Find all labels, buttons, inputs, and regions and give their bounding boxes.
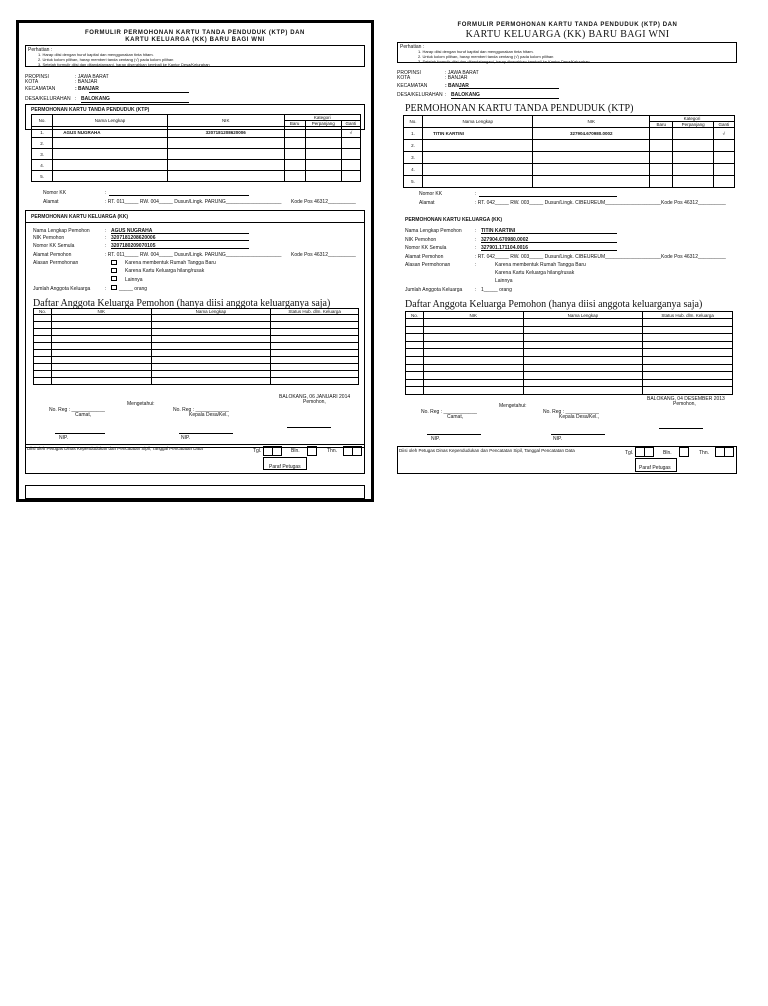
jumlah-value: 1_____ orang xyxy=(481,287,512,293)
nik-pemohon-line xyxy=(111,240,249,241)
noreg-kepala: No. Reg : ____________ xyxy=(173,407,229,413)
nama-pemohon-label: Nama Lengkap Pemohon xyxy=(33,228,90,234)
table-row xyxy=(34,357,359,364)
alamat-value: : RT. 011_____ RW. 004_____ Dusun/Lingk. PARUNG____________________ xyxy=(105,199,282,205)
table-row xyxy=(404,164,735,176)
alamat-pemohon-value: : RT. 042_____ RW. 003_____ Dusun/Lingk. CIBEUREUM____________________ xyxy=(475,254,661,260)
nama-pemohon-line xyxy=(481,233,617,234)
table-row xyxy=(34,329,359,336)
daftar-head-no: No. xyxy=(34,309,52,315)
kepala-sign-line xyxy=(179,433,233,434)
ktp-head-nik: NIK xyxy=(533,116,650,128)
kk-semula-label: Nomor KK Semula xyxy=(405,245,447,251)
nik-pemohon-label: NIK Pemohon xyxy=(405,237,437,243)
kepala-sign-line xyxy=(551,434,605,435)
nip-camat: NIP. xyxy=(59,435,69,441)
table-row xyxy=(406,356,733,364)
noreg-kepala: No. Reg : ____________ xyxy=(543,409,599,415)
table-row xyxy=(34,336,359,343)
ktp-table xyxy=(403,115,735,188)
tgl-label: Tgl. xyxy=(253,448,262,454)
table-row xyxy=(34,350,359,357)
nik-pemohon-value: 327904.670980.0002 xyxy=(481,237,529,243)
ktp-row-no: 2. xyxy=(32,138,53,149)
notice-item: 3. Setelah formulir diisi dan ditandatangani, harap diserahkan kembali ke Kantor Desa/Kelurahan xyxy=(38,62,210,67)
paraf-label: Paraf Petugas xyxy=(269,464,301,470)
nomor-kk-value: : xyxy=(105,190,107,196)
kk-section-title: PERMOHONAN KARTU KELUARGA (KK) xyxy=(31,214,129,220)
tgl-box[interactable] xyxy=(644,447,654,457)
kota-label: KOTA xyxy=(397,75,411,81)
alasan-checkbox[interactable] xyxy=(111,260,117,265)
ktp-head-baru: Baru xyxy=(650,122,673,128)
alasan-option: Lainnya xyxy=(125,277,143,283)
alamat-label: Alamat xyxy=(419,200,435,206)
tgl-label: Tgl. xyxy=(625,450,634,456)
kecamatan-label: KECAMATAN xyxy=(397,83,428,89)
table-row xyxy=(34,378,359,385)
table-row xyxy=(404,128,735,140)
notice-item: 1. Harap diisi dengan huruf kapital dan menggunakan tinta hitam. xyxy=(418,49,534,54)
nip-camat: NIP. xyxy=(431,436,441,442)
form-title-line2: KARTU KELUARGA (KK) BARU BAGI WNI xyxy=(125,37,265,43)
bln-label: Bln. xyxy=(291,448,300,454)
left-form: FORMULIR PERMOHONAN KARTU TANDA PENDUDUK (KTP) DAN KARTU KELUARGA (KK) BARU BAGI WNI Perhatian : 1. Harap diisi dengan huruf kapital dan menggunakan tinta hitam. 2. Untuk kolom pilihan, harap memberi tanda centang (√) pada kolom pilihan 3. Setelah formulir diisi dan ditandatangani, harap diserahkan kembali ke Kantor Desa/Kelurahan PROPINSI : JAWA BARAT KOTA : BANJAR KECAMATAN : BANJAR DESA/KELURAHAN : BALOKANG PERMOHONAN KARTU TANDA PENDUDUK (KTP) No. Nama Lengkap NIK Kategori Baru Perpanjang Ganti 1. AGUS NUGRAHA 3207181208620006 √ 2. 3. 4. 5. Nomor KK : Alamat : RT. 011_____ RW. 004_____ Dusun/Lingk. PARUNG____________________ Kode Pos 46312__________ PERMOHONAN KARTU KELUARGA (KK) Nama Lengkap Pemohon : AGUS NUGRAHA NIK Pemohon : 3207181208620006 Nomor KK Semula : 3207180209070105 Alamat Pemohon : RT. 011_____ RW. 004_____ Dusun/Lingk. PARUNG____________________ Kode Pos 46312__________ Alasan Permohonan Karena membentuk Rumah Tangga Baru Karena Kartu Keluarga hilang/rusak Lainnya Jumlah Anggota Keluarga : _____ orang Daftar Anggota Keluarga Pemohon (hanya diisi anggota keluarganya saja) No. NIK Nama Lengkap Status Hub. dlm. Keluarga BALOKANG, 06 JANUARI 2014 Pemohon, Mengetahui: No. Reg : ____________ Camat, No. Reg : ____________ Kepala Desa/Kel., NIP. NIP. Diisi oleh Petugas Dinas Kependudukan dan Pencatatan Sipil, Tanggal Pencatatan Data Tgl. Bln. Thn. Paraf Petugas xyxy=(16,20,374,502)
notice-label: Perhatian : xyxy=(28,47,53,53)
nomor-kk-label: Nomor KK xyxy=(419,191,443,197)
kode-pos: Kode Pos 46312__________ xyxy=(291,199,356,205)
daftar-head-nama: Nama Lengkap xyxy=(523,312,643,319)
daftar-head-nama: Nama Lengkap xyxy=(151,309,271,315)
table-row xyxy=(34,343,359,350)
ktp-head-perpanjang: Perpanjang xyxy=(305,121,341,127)
desa-underline xyxy=(81,102,189,103)
thn-box[interactable] xyxy=(724,447,734,457)
ktp-row-no: 4. xyxy=(32,160,53,171)
alasan-option: Lainnya xyxy=(495,278,513,284)
kk-section-title: PERMOHONAN KARTU KELUARGA (KK) xyxy=(405,217,503,223)
bln-box[interactable] xyxy=(679,447,689,457)
daftar-head-status: Status Hub. dlm. Keluarga xyxy=(271,309,359,315)
alasan-option: Karena Kartu Keluarga hilang/rusak xyxy=(495,270,575,276)
camat-sign-line xyxy=(55,433,105,434)
form-title-line1: FORMULIR PERMOHONAN KARTU TANDA PENDUDUK (KTP) DAN xyxy=(85,30,305,36)
nomor-kk-line xyxy=(479,196,617,197)
alasan-option: Karena Kartu Keluarga hilang/rusak xyxy=(125,268,205,274)
kk-divider xyxy=(25,222,365,223)
ktp-row-no: 2. xyxy=(404,140,423,152)
nomor-kk-line xyxy=(109,195,249,196)
pemohon-label: Pemohon, xyxy=(673,401,696,407)
form-title-line2: KARTU KELUARGA (KK) BARU BAGI WNI xyxy=(465,29,670,40)
propinsi-value: : JAWA BARAT xyxy=(445,70,479,76)
place-date: BALOKANG, 04 DESEMBER 2013 xyxy=(647,396,725,402)
propinsi-label: PROPINSI xyxy=(397,70,421,76)
table-row xyxy=(406,334,733,342)
table-row xyxy=(406,387,733,395)
alamat-pemohon-label: Alamat Pemohon xyxy=(33,252,72,258)
jumlah-checkbox[interactable] xyxy=(111,285,117,290)
ktp-section-title: PERMOHONAN KARTU TANDA PENDUDUK (KTP) xyxy=(405,103,634,114)
ktp-row-no: 3. xyxy=(404,152,423,164)
camat-sign-line xyxy=(427,434,481,435)
table-row xyxy=(406,341,733,349)
kecamatan-value: : BANJAR xyxy=(445,83,469,89)
noreg-camat: No. Reg : ____________ xyxy=(421,409,477,415)
table-row xyxy=(404,176,735,188)
kecamatan-underline xyxy=(89,92,189,93)
bln-label: Bln. xyxy=(663,450,672,456)
table-row xyxy=(406,364,733,372)
alasan-label: Alasan Permohonan xyxy=(33,260,79,266)
notice-label: Perhatian : xyxy=(400,44,425,50)
nip-kepala: NIP. xyxy=(181,435,191,441)
petugas-note: Diisi oleh Petugas Dinas Kependudukan dan Pencatatan Sipil, Tanggal Pencatatan Data xyxy=(27,446,203,451)
mengetahui-label: Mengetahui: xyxy=(499,403,527,409)
daftar-table xyxy=(405,311,733,395)
place-date: BALOKANG, 06 JANUARI 2014 xyxy=(279,394,351,400)
alasan-checkbox[interactable] xyxy=(111,268,117,273)
kode-pos-2: Kode Pos 46312__________ xyxy=(661,254,726,260)
kepala-desa-label: Kepala Desa/Kel., xyxy=(189,412,230,418)
noreg-camat: No. Reg : ____________ xyxy=(49,407,105,413)
notice-item: 3. Setelah formulir diisi dan ditandatangani, harap diserahkan kembali ke Kantor Desa/Kelurahan xyxy=(418,59,590,64)
right-form: FORMULIR PERMOHONAN KARTU TANDA PENDUDUK (KTP) DAN KARTU KELUARGA (KK) BARU BAGI WNI Perhatian : 1. Harap diisi dengan huruf kapital dan menggunakan tinta hitam. 2. Untuk kolom pilihan, harap memberi tanda centang (√) pada kolom pilihan 3. Setelah formulir diisi dan ditandatangani, harap diserahkan kembali ke Kantor Desa/Kelurahan PROPINSI : JAWA BARAT KOTA : BANJAR KECAMATAN : BANJAR DESA/KELURAHAN : BALOKANG PERMOHONAN KARTU TANDA PENDUDUK (KTP) No. Nama Lengkap NIK Kategori Baru Perpanjang Ganti 1. TITIN KARTINI 327904.670980.0002 √ 2. 3. 4. 5. Nomor KK : Alamat : RT. 042_____ RW. 003_____ Dusun/Lingk. CIBEUREUM____________________ Kode Pos 46312__________ PERMOHONAN KARTU KELUARGA (KK) Nama Lengkap Pemohon : TITIN KARTINI NIK Pemohon : 327904.670980.0002 Nomor KK Semula : 327901.171104.0016 Alamat Pemohon : RT. 042_____ RW. 003_____ Dusun/Lingk. CIBEUREUM____________________ Kode Pos 46312__________ Alasan Permohonan : Karena membentuk Rumah Tangga Baru Karena Kartu Keluarga hilang/rusak Lainnya Jumlah Anggota Keluarga : 1_____ orang Daftar Anggota Keluarga Pemohon (hanya diisi anggota keluarganya saja) No. NIK Nama Lengkap Status Hub. dlm. Keluarga BALOKANG, 04 DESEMBER 2013 Pemohon, Mengetahui: No. Reg : ____________ Camat, No. Reg : ____________ Kepala Desa/Kel., NIP. NIP. Diisi oleh Petugas Dinas Kependudukan dan Pencatatan Sipil, Tanggal Pencatatan Data Tgl. Bln. Thn. Paraf Petugas xyxy=(395,20,740,480)
alasan-option: Karena membentuk Rumah Tangga Baru xyxy=(495,262,586,268)
kepala-desa-label: Kepala Desa/Kel., xyxy=(559,414,600,420)
daftar-table xyxy=(33,308,359,385)
ktp-head-nik: NIK xyxy=(167,115,284,127)
camat-label: Camat, xyxy=(447,414,464,420)
ktp-head-no: No. xyxy=(32,115,53,127)
table-row xyxy=(406,319,733,327)
alamat-pemohon-label: Alamat Pemohon xyxy=(405,254,444,260)
daftar-head-status: Status Hub. dlm. Keluarga xyxy=(643,312,733,319)
kode-pos-2: Kode Pos 46312__________ xyxy=(291,252,356,258)
table-row xyxy=(406,379,733,387)
kecamatan-label: KECAMATAN xyxy=(25,86,56,92)
petugas-note: Diisi oleh Petugas Dinas Kependudukan dan Pencatatan Sipil, Tanggal Pencatatan Data xyxy=(399,448,575,453)
form-title-line1: FORMULIR PERMOHONAN KARTU TANDA PENDUDUK (KTP) DAN xyxy=(457,22,678,28)
daftar-head-nik: NIK xyxy=(51,309,151,315)
ktp-row-no: 4. xyxy=(404,164,423,176)
ktp-head-nama: Nama Lengkap xyxy=(53,115,168,127)
notice-item: 1. Harap diisi dengan huruf kapital dan menggunakan tinta hitam. xyxy=(38,52,154,57)
table-row xyxy=(32,160,361,171)
nama-pemohon-line xyxy=(111,233,249,234)
jumlah-value: _____ orang xyxy=(119,286,148,292)
table-row xyxy=(34,364,359,371)
ktp-table xyxy=(31,114,361,182)
table-row xyxy=(404,152,735,164)
ktp-row-nik: 3207181208620006 xyxy=(167,127,284,138)
daftar-head-no: No. xyxy=(406,312,424,319)
paraf-label: Paraf Petugas xyxy=(639,465,671,471)
kota-label: KOTA xyxy=(25,79,39,85)
desa-value: BALOKANG xyxy=(81,96,110,102)
ktp-row-no: 1. xyxy=(32,127,53,138)
desa-underline xyxy=(451,98,559,99)
ktp-row-nama: TITIN KARTINI xyxy=(423,128,533,140)
propinsi-label: PROPINSI xyxy=(25,74,49,80)
ktp-row-ganti: √ xyxy=(713,128,734,140)
pemohon-sign-line xyxy=(659,428,703,429)
notice-box xyxy=(397,42,737,63)
kota-value: : BANJAR xyxy=(445,75,468,81)
footer-box xyxy=(25,485,365,499)
table-row xyxy=(404,140,735,152)
alamat-pemohon-value: : RT. 011_____ RW. 004_____ Dusun/Lingk. PARUNG____________________ xyxy=(105,252,282,258)
mengetahui-label: Mengetahui: xyxy=(127,401,155,407)
propinsi-value: : JAWA BARAT xyxy=(75,74,109,80)
kk-semula-line xyxy=(481,250,617,251)
kk-semula-label: Nomor KK Semula xyxy=(33,243,75,249)
kecamatan-value: : BANJAR xyxy=(75,86,99,92)
table-row xyxy=(406,326,733,334)
alasan-label: Alasan Permohonan xyxy=(405,262,451,268)
jumlah-label: Jumlah Anggota Keluarga xyxy=(33,286,91,292)
kode-pos: Kode Pos 46312__________ xyxy=(661,200,726,206)
alasan-checkbox[interactable] xyxy=(111,276,117,281)
table-row xyxy=(34,322,359,329)
ktp-head-nama: Nama Lengkap xyxy=(423,116,533,128)
pemohon-sign-line xyxy=(287,427,331,428)
thn-label: Thn. xyxy=(699,450,710,456)
desa-value: BALOKANG xyxy=(451,92,480,98)
ktp-row-no: 1. xyxy=(404,128,423,140)
table-row xyxy=(406,349,733,357)
notice-box xyxy=(25,45,365,67)
ktp-row-ganti: √ xyxy=(341,127,360,138)
tgl-box[interactable] xyxy=(272,446,282,456)
daftar-head-nik: NIK xyxy=(423,312,523,319)
kk-semula-value: 327901.171104.0016 xyxy=(481,245,528,251)
nomor-kk-value: : xyxy=(475,191,477,197)
camat-label: Camat, xyxy=(75,412,92,418)
kecamatan-underline xyxy=(459,88,559,89)
table-row xyxy=(32,171,361,182)
nomor-kk-label: Nomor KK xyxy=(43,190,67,196)
table-row xyxy=(32,138,361,149)
nama-pemohon-label: Nama Lengkap Pemohon xyxy=(405,228,462,234)
ktp-row-nama: AGUS NUGRAHA xyxy=(53,127,168,138)
notice-item: 2. Untuk kolom pilihan, harap memberi tanda centang (√) pada kolom pilihan xyxy=(418,54,554,59)
kk-semula-value: 3207180209070105 xyxy=(111,243,156,249)
ktp-head-kategori: Kategori xyxy=(284,115,360,121)
table-row xyxy=(406,372,733,380)
kota-value: : BANJAR xyxy=(75,79,98,85)
ktp-row-nik: 327904.670980.0002 xyxy=(533,128,650,140)
kk-semula-line xyxy=(111,248,249,249)
ktp-row-no: 3. xyxy=(32,149,53,160)
daftar-title: Daftar Anggota Keluarga Pemohon (hanya diisi anggota keluarganya saja) xyxy=(33,298,331,309)
alamat-label: Alamat xyxy=(43,199,59,205)
desa-label: DESA/KELURAHAN xyxy=(397,92,443,98)
ktp-row-no: 5. xyxy=(32,171,53,182)
table-row xyxy=(32,149,361,160)
table-row xyxy=(34,371,359,378)
jumlah-label: Jumlah Anggota Keluarga xyxy=(405,287,463,293)
alasan-option: Karena membentuk Rumah Tangga Baru xyxy=(125,260,216,266)
table-row xyxy=(32,127,361,138)
nik-pemohon-label: NIK Pemohon xyxy=(33,235,65,241)
desa-label: DESA/KELURAHAN xyxy=(25,96,71,102)
notice-item: 2. Untuk kolom pilihan, harap memberi tanda centang (√) pada kolom pilihan xyxy=(38,57,174,62)
ktp-head-ganti: Ganti xyxy=(341,121,360,127)
pemohon-label: Pemohon, xyxy=(303,399,326,405)
alamat-value: : RT. 042_____ RW. 003_____ Dusun/Lingk. CIBEUREUM____________________ xyxy=(475,200,661,206)
ktp-head-baru: Baru xyxy=(284,121,305,127)
nip-kepala: NIP. xyxy=(553,436,563,442)
ktp-head-no: No. xyxy=(404,116,423,128)
bln-box[interactable] xyxy=(307,446,317,456)
daftar-title: Daftar Anggota Keluarga Pemohon (hanya diisi anggota keluarganya saja) xyxy=(405,299,703,310)
ktp-head-ganti: Ganti xyxy=(713,122,734,128)
ktp-section-title: PERMOHONAN KARTU TANDA PENDUDUK (KTP) xyxy=(31,107,150,113)
nik-pemohon-line xyxy=(481,242,617,243)
thn-label: Thn. xyxy=(327,448,338,454)
ktp-row-no: 5. xyxy=(404,176,423,188)
nama-pemohon-value: AGUS NUGRAHA xyxy=(111,228,153,234)
ktp-head-kategori: Kategori xyxy=(650,116,735,122)
nama-pemohon-value: TITIN KARTINI xyxy=(481,228,516,234)
nik-pemohon-value: 3207181208620006 xyxy=(111,235,156,241)
ktp-head-perpanjang: Perpanjang xyxy=(673,122,713,128)
table-row xyxy=(34,315,359,322)
thn-box[interactable] xyxy=(352,446,362,456)
